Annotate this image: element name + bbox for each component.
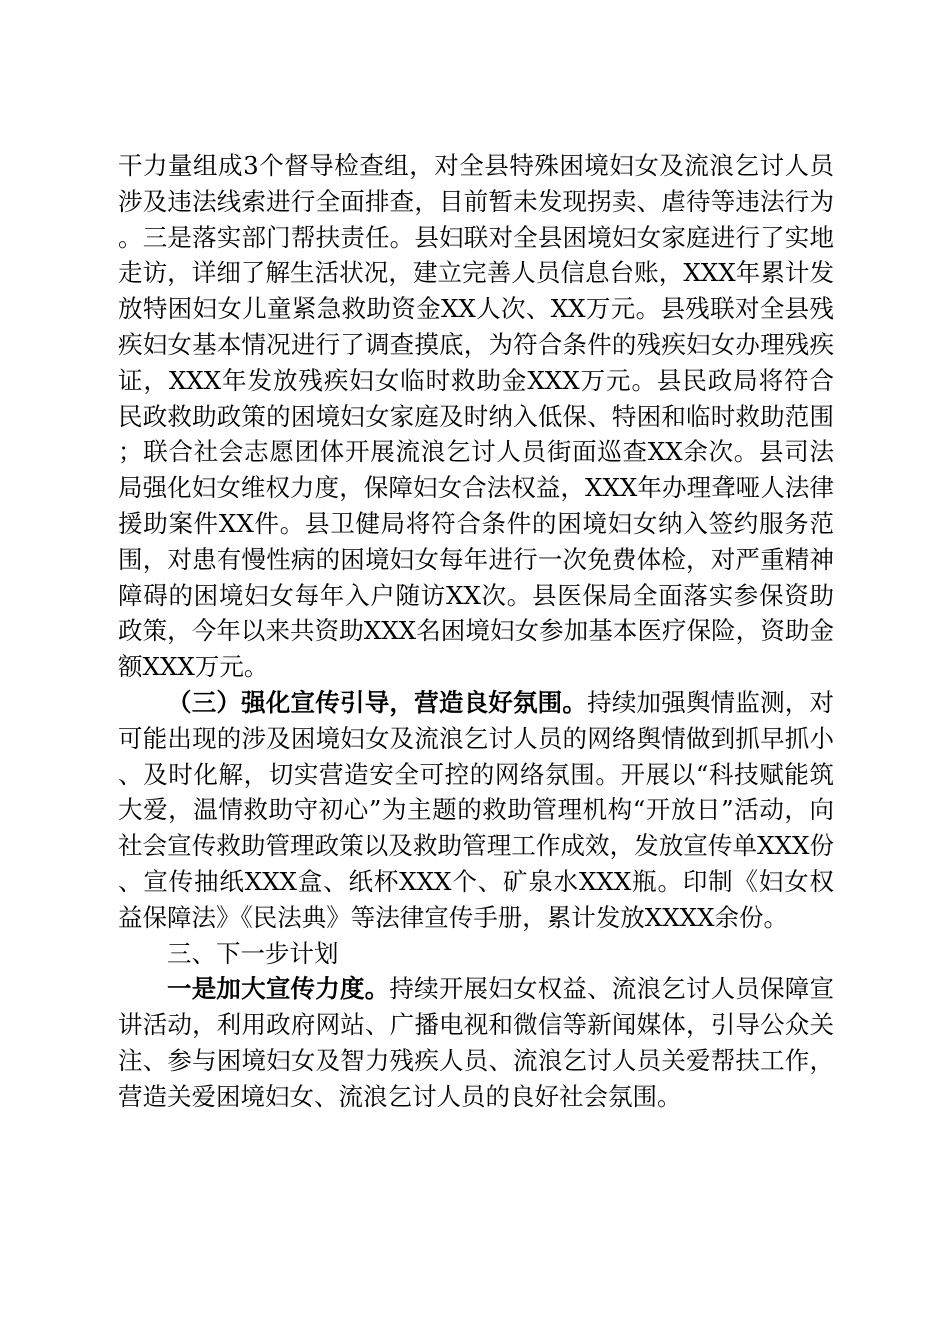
section-heading-next-steps xyxy=(118,936,834,972)
paragraph-publicity xyxy=(118,685,834,936)
paragraph-text: 持续开展妇女权益、流浪乞讨人员保障宣讲活动，利用政府网站、广播电视和微信等新闻媒体，引导公众关注、参与困境妇女及智力残疾人员、流浪乞讨人员关爱帮扶工作，营造关爱困境妇女、流浪乞讨人员的良好社会氛围。 xyxy=(118,974,835,1111)
plan-item-heading: 一是加大宣传力度。 xyxy=(167,974,390,1004)
paragraph-continuation xyxy=(118,148,834,685)
paragraph-text: 干力量组成3个督导检查组，对全县特殊困境妇女及流浪乞讨人员涉及违法线索进行全面排查，目前暂未发现拐卖、虐待等违法行为。三是落实部门帮扶责任。县妇联对全县困境妇女家庭进行了实地走访，详细了解生活状况，建立完善人员信息台账，XXX年累计发放特困妇女儿童紧急救助资金XX人次、XX万元。县残联对全县残疾妇女基本情况进行了调查摸底，为符合条件的残疾妇女办理残疾证，XXX年发放残疾妇女临时救助金XXX万元。县民政局将符合民政救助政策的困境妇女家庭及时纳入低保、特困和临时救助范围；联合社会志愿团体开展流浪乞讨人员街面巡查XX余次。县司法局强化妇女维权力度，保障妇女合法权益，XXX年办理聋哑人法律援助案件XX件。县卫健局将符合条件的困境妇女纳入签约服务范围，对患有慢性病的困境妇女每年进行一次免费体检，对严重精神障碍的困境妇女每年入户随访XX次。县医保局全面落实参保资助政策，今年以来共资助XXX名困境妇女参加基本医疗保险，资助金额XXX万元。 xyxy=(118,151,834,682)
paragraph-text: 持续加强舆情监测，对可能出现的涉及困境妇女及流浪乞讨人员的网络舆情做到抓早抓小、及时化解，切实营造安全可控的网络氛围。开展以“科技赋能筑大爱，温情救助守初心”为主题的救助管理机构“开放日”活动，向社会宣传救助管理政策以及救助管理工作成效，发放宣传单XXX份、宣传抽纸XXX盒、纸杯XXX个、矿泉水XXX瓶。印制《妇女权益保障法》《民法典》等法律宣传手册，累计发放XXXX余份。 xyxy=(118,687,835,932)
section-heading-text: 三、下一步计划 xyxy=(167,938,339,968)
section-heading-publicity: （三）强化宣传引导，营造良好氛围。 xyxy=(167,687,588,717)
paragraph-plan-one xyxy=(118,971,834,1114)
document-body xyxy=(118,148,834,1115)
